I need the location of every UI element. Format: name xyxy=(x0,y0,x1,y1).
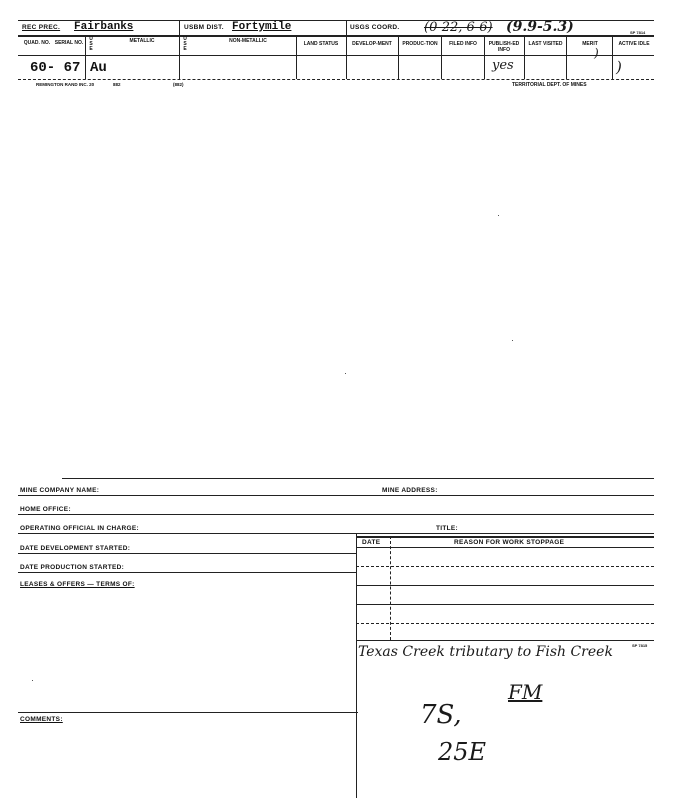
territorial-dept: TERRITORIAL DEPT. OF MINES xyxy=(512,82,587,88)
printer-label: REMINGTON RAND INC. 20 xyxy=(36,82,95,87)
prod-started-rule xyxy=(18,572,356,573)
date-table-top-rule xyxy=(356,536,654,538)
col-divider xyxy=(612,37,613,79)
published-info-value: yes xyxy=(492,58,514,73)
date-col-divider xyxy=(390,536,391,640)
header-bottom-rule xyxy=(18,55,654,56)
usgs-coord-struck: (0-22, 6-6) xyxy=(424,20,493,35)
active-idle-header: ACTIVE IDLE xyxy=(618,41,650,47)
date-row-rule xyxy=(356,604,654,605)
date-row-rule xyxy=(356,585,654,586)
handwritten-range: 25E xyxy=(438,738,487,766)
scan-speck xyxy=(512,340,513,341)
col-divider xyxy=(484,37,485,79)
usgs-coord-label: USGS COORD. xyxy=(350,24,400,31)
handwritten-meridian: FM xyxy=(508,680,543,704)
comments-rule xyxy=(18,712,358,713)
col-divider xyxy=(441,37,442,79)
mine-company-name-label: MINE COMPANY NAME: xyxy=(20,487,100,494)
bottom-card-top-rule xyxy=(62,478,654,479)
reason-column-header: REASON FOR WORK STOPPAGE xyxy=(454,539,565,546)
leases-offers-label: LEASES & OFFERS — TERMS OF: xyxy=(20,581,135,588)
production-header: PRODUC-TION xyxy=(402,41,438,47)
dev-started-rule xyxy=(18,553,356,554)
home-office-label: HOME OFFICE: xyxy=(20,506,71,513)
published-info-header: PUBLISH-ED INFO xyxy=(488,41,520,53)
quad-no-header: QUAD. NO. xyxy=(23,40,51,46)
date-table-header-rule xyxy=(356,547,654,548)
metallic-value: Au xyxy=(90,60,107,76)
date-production-started-label: DATE PRODUCTION STARTED: xyxy=(20,564,125,571)
metallic-header: METALLIC xyxy=(129,38,155,44)
date-development-started-label: DATE DEVELOPMENT STARTED: xyxy=(20,545,131,552)
merit-mark: ) xyxy=(616,58,622,76)
use-nonmetallic-header: U S E xyxy=(183,36,187,52)
rec-prec-value: Fairbanks xyxy=(74,21,134,33)
date-row-rule xyxy=(356,640,654,641)
development-header: DEVELOP-MENT xyxy=(352,41,392,47)
merit-mark: ) xyxy=(594,46,599,60)
col-divider xyxy=(85,35,86,79)
scan-speck xyxy=(345,373,346,374)
col-divider xyxy=(346,20,347,79)
land-status-header: LAND STATUS xyxy=(303,41,339,47)
header-top-rule xyxy=(18,35,654,37)
handwritten-township: 7S, xyxy=(420,700,462,730)
non-metallic-header: NON-METALLIC xyxy=(229,38,267,44)
usbm-dist-value: Fortymile xyxy=(232,21,292,33)
row-bottom-rule xyxy=(18,79,654,80)
date-row-rule xyxy=(356,566,654,567)
rec-prec-label: REC PREC. xyxy=(22,24,61,31)
quad-serial-value: 60- 67 xyxy=(30,60,81,76)
col-divider xyxy=(524,37,525,79)
col-divider xyxy=(179,20,180,79)
col-divider xyxy=(398,37,399,79)
scan-speck xyxy=(32,680,33,681)
serial-no-header: SERIAL NO. xyxy=(54,40,84,46)
use-metallic-header: U S E xyxy=(89,36,93,52)
title-label: TITLE: xyxy=(436,525,459,532)
home-office-rule xyxy=(18,514,654,515)
comments-label: COMMENTS: xyxy=(20,716,63,723)
col-divider xyxy=(566,37,567,79)
mine-address-label: MINE ADDRESS: xyxy=(382,487,438,494)
usgs-coord-value: (9.9-5.3) xyxy=(506,19,574,35)
operating-official-label: OPERATING OFFICIAL IN CHARGE: xyxy=(20,525,139,532)
form-number-top: SP 7814 xyxy=(630,30,646,35)
filed-info-header: FILED INFO xyxy=(449,41,477,47)
company-rule xyxy=(18,495,654,496)
center-divider xyxy=(356,533,357,798)
date-row-rule xyxy=(356,623,654,624)
printer-code: 882 xyxy=(113,82,121,87)
merit-header: MERIT xyxy=(582,41,598,47)
official-rule xyxy=(18,533,654,534)
handwritten-location-note: Texas Creek tributary to Fish Creek xyxy=(358,644,613,660)
col-divider xyxy=(296,37,297,79)
usbm-dist-label: USBM DIST. xyxy=(184,24,224,31)
scan-speck xyxy=(498,215,499,216)
form-number-bottom: SP 7815 xyxy=(632,643,648,648)
printer-code-paren: (882) xyxy=(173,82,184,87)
last-visited-header: LAST VISITED xyxy=(528,41,563,47)
date-column-header: DATE xyxy=(362,539,381,546)
